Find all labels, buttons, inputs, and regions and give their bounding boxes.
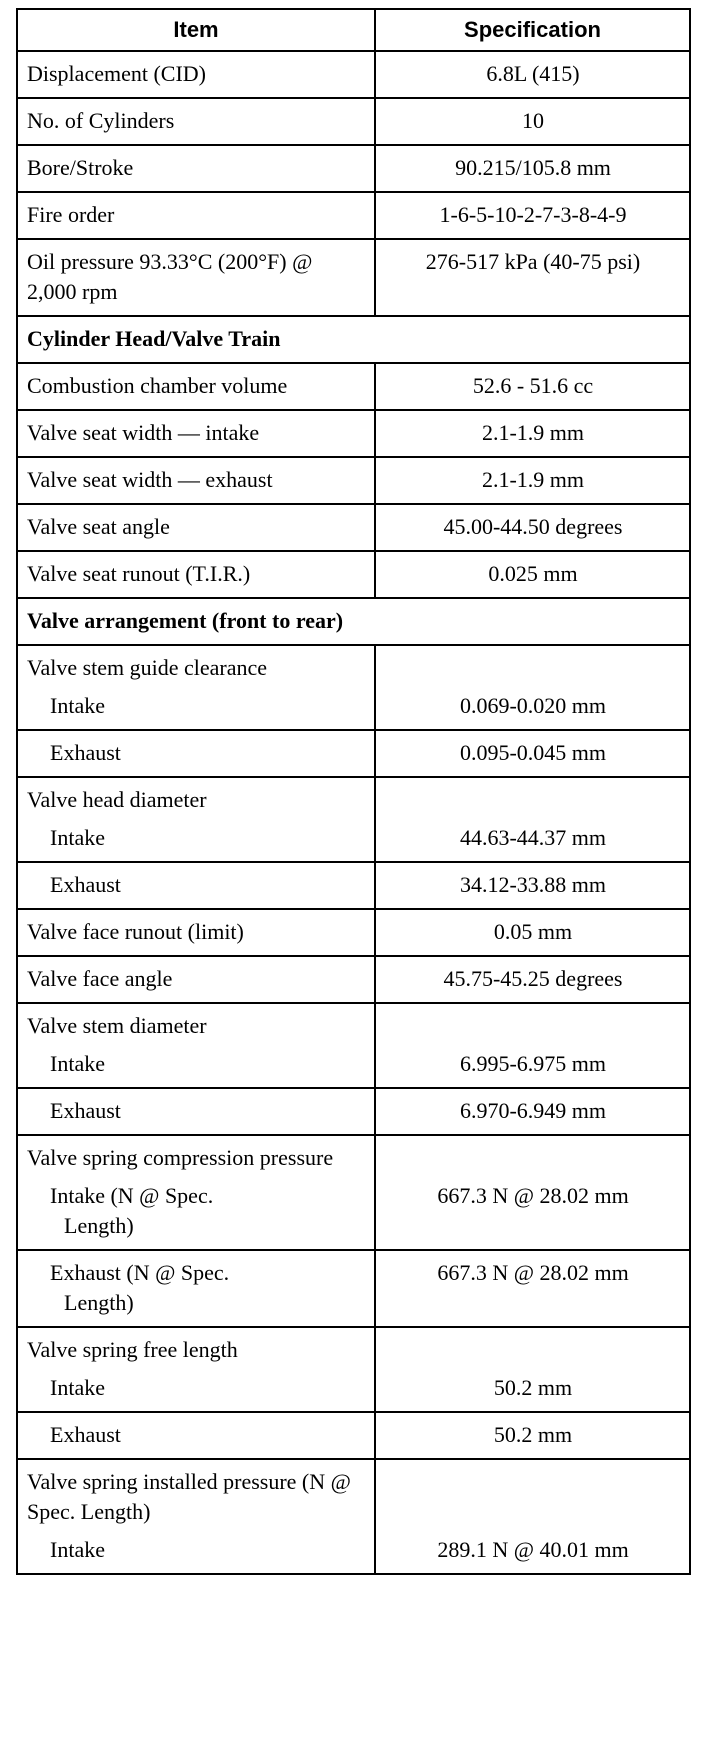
item-label: Displacement (CID) [27, 61, 206, 86]
table-header-row [17, 9, 690, 51]
item-cell [17, 1412, 375, 1459]
item-label: Exhaust [50, 1422, 121, 1447]
item-cell [17, 551, 375, 598]
item-label: Exhaust (N @ Spec. [50, 1260, 230, 1285]
item-cell [17, 98, 375, 145]
spec-cell: 289.1 N @ 40.01 mm [375, 1527, 690, 1574]
item-label: Valve spring free length [27, 1337, 238, 1362]
spec-cell: 52.6 - 51.6 cc [375, 363, 690, 410]
spec-cell: 45.75-45.25 degrees [375, 956, 690, 1003]
header-item: Item [17, 9, 375, 51]
spec-cell: 276-517 kPa (40-75 psi) [375, 239, 690, 316]
item-label: Valve seat angle [27, 514, 170, 539]
item-label: Valve spring compression pressure [27, 1145, 334, 1170]
item-label: Valve face angle [27, 966, 173, 991]
item-label: Bore/Stroke [27, 155, 134, 180]
table-row [17, 1365, 690, 1412]
item-label-continued: Length) [64, 1213, 134, 1238]
item-cell [17, 777, 375, 815]
item-label: Valve face runout (limit) [27, 919, 244, 944]
item-cell [17, 51, 375, 98]
table-row [17, 1459, 690, 1527]
table-row [17, 645, 690, 683]
table-row [17, 909, 690, 956]
item-label: Exhaust [50, 1098, 121, 1123]
item-label: Intake [50, 1051, 105, 1076]
item-label: Valve stem guide clearance [27, 655, 268, 680]
spec-cell [375, 1135, 690, 1173]
item-label: Valve seat runout (T.I.R.) [27, 561, 251, 586]
item-cell [17, 1003, 375, 1041]
item-cell [17, 239, 375, 316]
item-cell [17, 1527, 375, 1574]
item-cell [17, 909, 375, 956]
spec-cell: 34.12-33.88 mm [375, 862, 690, 909]
table-row [17, 410, 690, 457]
spec-cell: 0.095-0.045 mm [375, 730, 690, 777]
table-row [17, 239, 690, 316]
item-label: Intake (N @ Spec. [50, 1183, 214, 1208]
spec-cell: 667.3 N @ 28.02 mm [375, 1250, 690, 1327]
table-row [17, 1088, 690, 1135]
item-cell [17, 192, 375, 239]
table-row [17, 1527, 690, 1574]
spec-cell: 0.05 mm [375, 909, 690, 956]
table-row [17, 145, 690, 192]
item-cell [17, 457, 375, 504]
table-row [17, 504, 690, 551]
item-label: Combustion chamber volume [27, 373, 288, 398]
item-cell [17, 1173, 375, 1250]
item-label: Exhaust [50, 740, 121, 765]
table-row [17, 777, 690, 815]
item-label: Oil pressure 93.33°C (200°F) @ 2,000 rpm [27, 249, 313, 304]
item-label: Fire order [27, 202, 115, 227]
item-cell [17, 1250, 375, 1327]
section-heading: Valve arrangement (front to rear) [17, 598, 690, 645]
table-row [17, 551, 690, 598]
item-cell [17, 1365, 375, 1412]
item-label: Valve head diameter [27, 787, 207, 812]
table-row [17, 363, 690, 410]
item-cell [17, 145, 375, 192]
item-label: Intake [50, 1537, 105, 1562]
spec-cell: 6.970-6.949 mm [375, 1088, 690, 1135]
spec-cell [375, 777, 690, 815]
item-label-continued: Length) [64, 1290, 134, 1315]
spec-cell: 0.025 mm [375, 551, 690, 598]
item-label: Intake [50, 1375, 105, 1400]
spec-cell: 1-6-5-10-2-7-3-8-4-9 [375, 192, 690, 239]
table-row [17, 815, 690, 862]
item-cell [17, 504, 375, 551]
item-cell [17, 956, 375, 1003]
item-cell [17, 363, 375, 410]
spec-cell: 0.069-0.020 mm [375, 683, 690, 730]
item-cell [17, 645, 375, 683]
item-cell [17, 1088, 375, 1135]
item-label: No. of Cylinders [27, 108, 175, 133]
table-row [17, 1135, 690, 1173]
table-row [17, 1173, 690, 1250]
table-row [17, 192, 690, 239]
item-label: Intake [50, 825, 105, 850]
spec-cell: 6.8L (415) [375, 51, 690, 98]
specifications-table [16, 8, 691, 1575]
table-row [17, 1003, 690, 1041]
table-row [17, 98, 690, 145]
item-cell [17, 1327, 375, 1365]
table-row [17, 683, 690, 730]
item-label: Valve seat width — exhaust [27, 467, 273, 492]
section-row [17, 316, 690, 363]
spec-cell: 10 [375, 98, 690, 145]
spec-cell [375, 645, 690, 683]
spec-cell: 6.995-6.975 mm [375, 1041, 690, 1088]
table-row [17, 1327, 690, 1365]
spec-cell: 2.1-1.9 mm [375, 457, 690, 504]
section-row [17, 598, 690, 645]
item-label: Exhaust [50, 872, 121, 897]
section-heading: Cylinder Head/Valve Train [17, 316, 690, 363]
item-cell [17, 815, 375, 862]
item-cell [17, 862, 375, 909]
item-label: Valve stem diameter [27, 1013, 207, 1038]
item-cell [17, 1041, 375, 1088]
spec-cell [375, 1459, 690, 1527]
table-row [17, 862, 690, 909]
table-row [17, 956, 690, 1003]
spec-cell [375, 1003, 690, 1041]
spec-cell: 667.3 N @ 28.02 mm [375, 1173, 690, 1250]
item-cell [17, 410, 375, 457]
table-row [17, 1041, 690, 1088]
spec-cell: 44.63-44.37 mm [375, 815, 690, 862]
table-body [17, 51, 690, 1574]
table-row [17, 1412, 690, 1459]
item-cell [17, 730, 375, 777]
table-row [17, 51, 690, 98]
table-row [17, 730, 690, 777]
spec-cell: 2.1-1.9 mm [375, 410, 690, 457]
item-label: Valve seat width — intake [27, 420, 260, 445]
header-specification: Specification [375, 9, 690, 51]
table-row [17, 1250, 690, 1327]
spec-cell: 90.215/105.8 mm [375, 145, 690, 192]
spec-cell: 45.00-44.50 degrees [375, 504, 690, 551]
item-cell [17, 683, 375, 730]
item-label: Intake [50, 693, 105, 718]
table-row [17, 457, 690, 504]
spec-cell: 50.2 mm [375, 1365, 690, 1412]
spec-cell: 50.2 mm [375, 1412, 690, 1459]
item-cell [17, 1459, 375, 1527]
item-label: Valve spring installed pressure (N @ Spec. Length) [27, 1469, 351, 1524]
item-cell [17, 1135, 375, 1173]
spec-cell [375, 1327, 690, 1365]
